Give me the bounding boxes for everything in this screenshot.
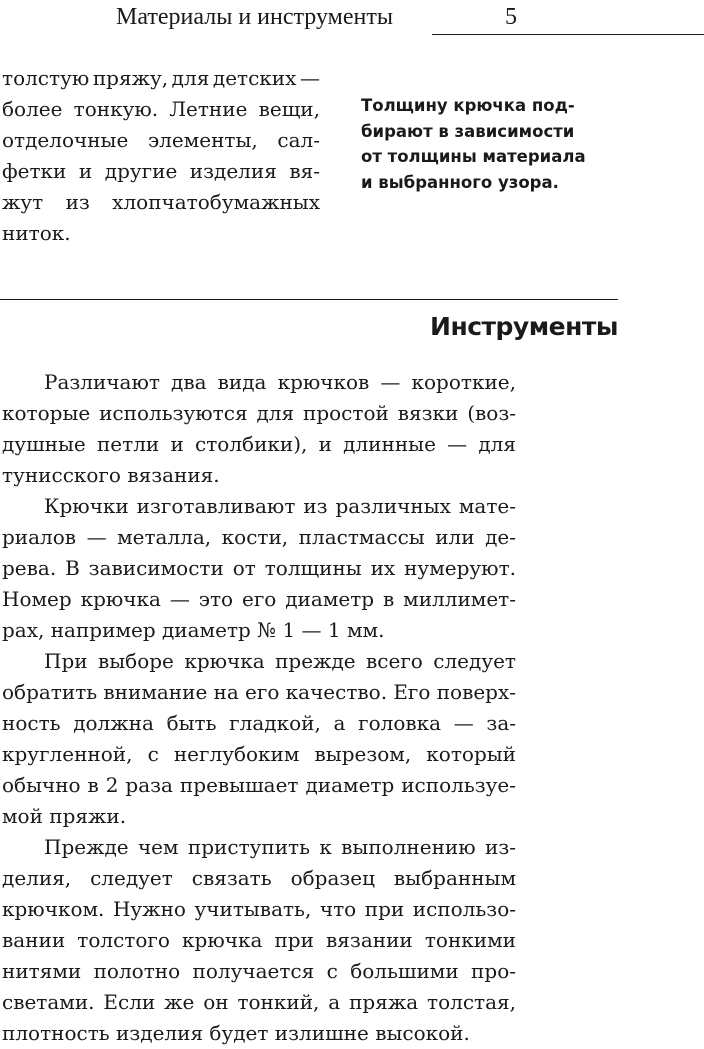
text-line: Номер крючка — это его диаметр в миллимет- xyxy=(2,587,516,611)
section-heading: Инструменты xyxy=(430,312,618,341)
text-line: плотность изделия будет излишне высокой. xyxy=(2,1021,470,1045)
text-line: мой пряжи. xyxy=(2,804,127,828)
text-line: Прежде чем приступить к выполнению из- xyxy=(44,835,516,859)
text-line: Различают два вида крючков — короткие, xyxy=(44,370,516,394)
text-line: обратить внимание на его качество. Его поверх- xyxy=(2,680,516,704)
paragraph xyxy=(2,491,516,646)
sidebar-note xyxy=(361,93,621,195)
note-line: Толщину крючка под- xyxy=(361,96,575,115)
text-line: вании толстого крючка при вязании тонкими xyxy=(2,928,516,952)
section-divider xyxy=(0,299,618,300)
text-line: обычно в 2 раза превышает диаметр используе- xyxy=(2,773,516,797)
text-line: которые используются для простой вязки (воз- xyxy=(2,401,516,425)
note-line: от толщины материала xyxy=(361,147,586,166)
body-text xyxy=(2,367,516,1049)
text-line: Крючки изготавливают из различных мате- xyxy=(44,494,516,518)
text-line: отделочные элементы, сал- xyxy=(2,128,320,152)
text-line: толстую пряжу, для детских — xyxy=(2,66,320,90)
note-line: и выбранного узора. xyxy=(361,172,559,192)
text-line: рах, например диаметр № 1 — 1 мм. xyxy=(2,618,385,642)
text-line: тунисского вязания. xyxy=(2,463,220,487)
paragraph xyxy=(2,832,516,1049)
paragraph xyxy=(2,646,516,832)
paragraph xyxy=(2,367,516,491)
text-line: душные петли и столбики), и длинные — для xyxy=(2,432,516,456)
text-line: ниток. xyxy=(2,221,71,245)
header-rule xyxy=(432,34,704,35)
intro-continuation-text xyxy=(2,63,320,249)
text-line: При выборе крючка прежде всего следует xyxy=(44,649,516,673)
text-line: светами. Если же он тонкий, а пряжа толстая, xyxy=(2,990,516,1014)
text-line: ность должна быть гладкой, а головка — за- xyxy=(2,711,516,735)
text-line: нитями полотно получается с большими про- xyxy=(2,959,516,983)
text-line: риалов — металла, кости, пластмассы или де- xyxy=(2,525,516,549)
running-head-title: Материалы и инструменты xyxy=(116,4,393,30)
note-line: бирают в зависимости xyxy=(361,121,575,141)
text-line: крючком. Нужно учитывать, что при использо- xyxy=(2,897,516,921)
text-line: более тонкую. Летние вещи, xyxy=(2,97,320,121)
text-line: фетки и другие изделия вя- xyxy=(2,159,320,183)
text-line: кругленной, с неглубоким вырезом, который xyxy=(2,742,516,766)
text-line: жут из хлопчатобумажных xyxy=(2,190,320,214)
text-line: рева. В зависимости от толщины их нумеруют. xyxy=(2,556,516,580)
text-line: делия, следует связать образец выбранным xyxy=(2,866,516,890)
page-number: 5 xyxy=(505,4,517,30)
